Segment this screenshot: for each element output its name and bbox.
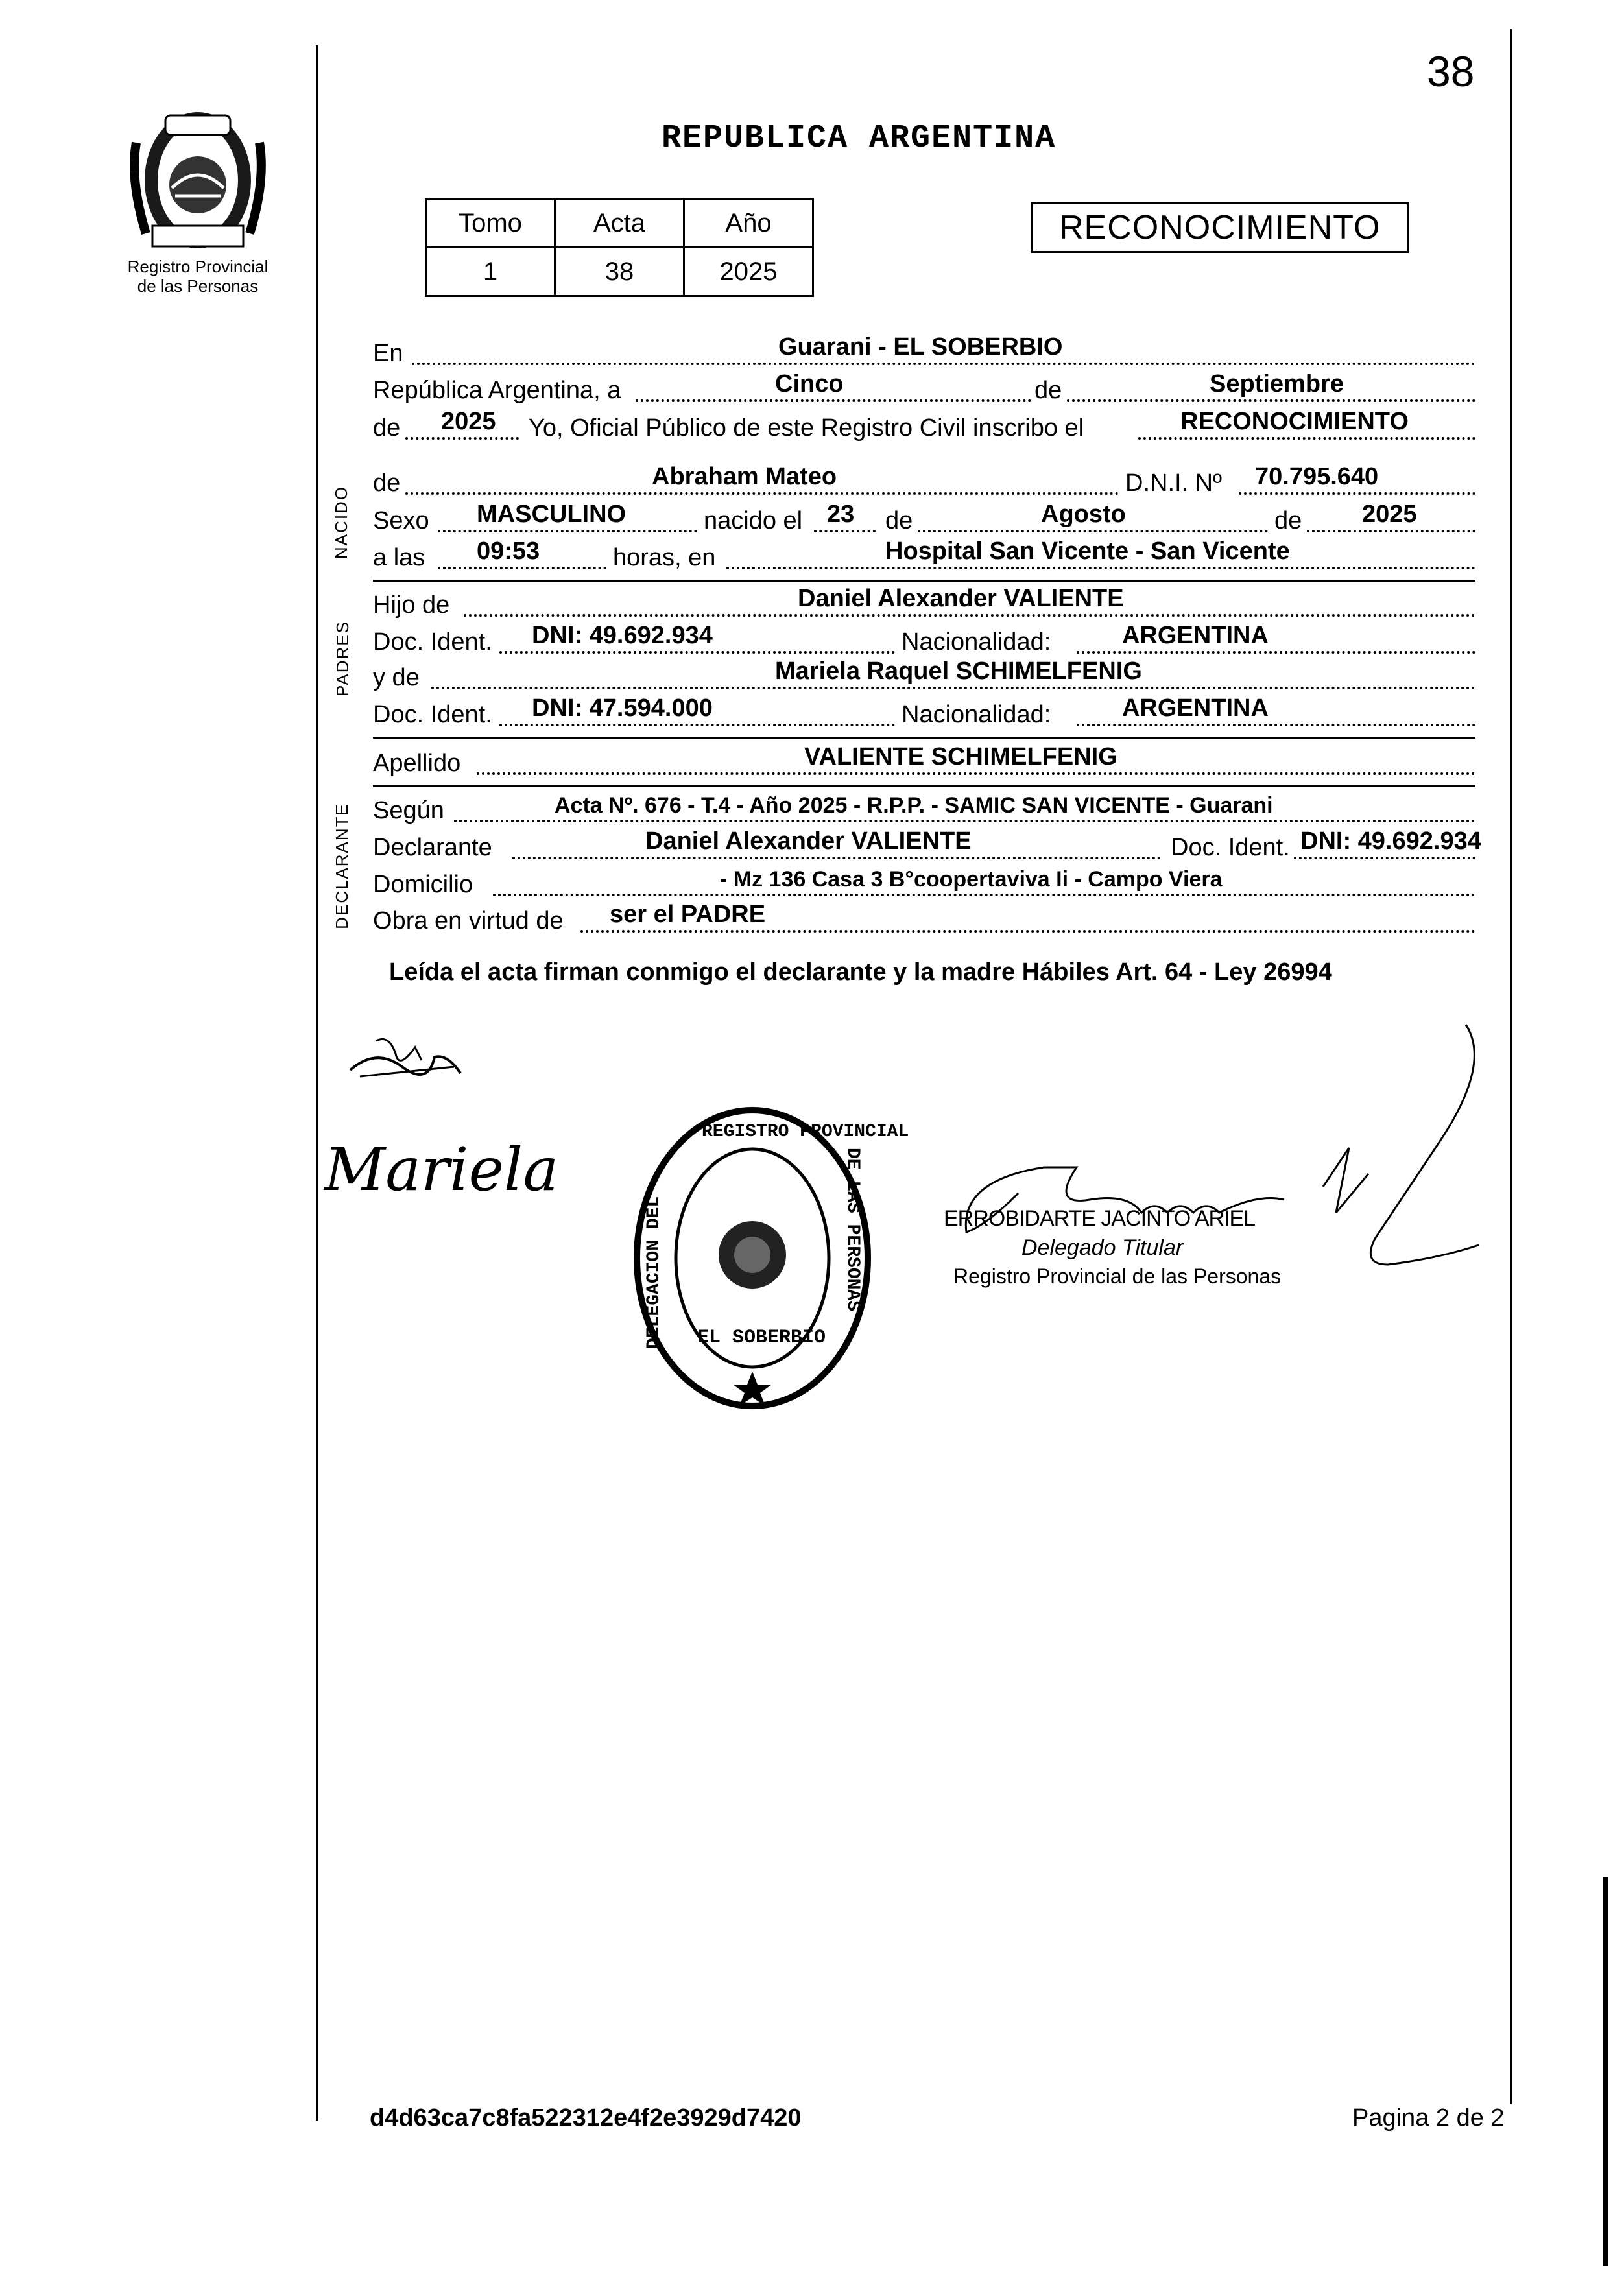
separator-padres: [373, 737, 1475, 739]
value-declarant: Daniel Alexander VALIENTE: [645, 827, 972, 855]
value-day: Cinco: [775, 370, 844, 398]
value-address: - Mz 136 Casa 3 B°coopertaviva Ii - Campo Viera: [720, 867, 1223, 892]
value-father-nat: ARGENTINA: [1122, 622, 1269, 649]
label-de-name: de: [373, 470, 401, 497]
label-de-month: de: [1034, 377, 1062, 404]
label-nacido-el: nacido el: [704, 507, 803, 534]
value-birth-time: 09:53: [477, 538, 540, 565]
separator-nacido: [373, 580, 1475, 582]
label-segun: Según: [373, 797, 444, 824]
misiones-emblem-icon: [117, 104, 279, 256]
registry-value-acta: 38: [555, 248, 684, 296]
official-seal: [629, 1102, 909, 1414]
label-hijo-de: Hijo de: [373, 591, 450, 619]
value-place: Guarani - EL SOBERBIO: [778, 333, 1063, 361]
row-address: [373, 865, 1475, 901]
value-name: Abraham Mateo: [652, 463, 837, 490]
label-obra: Obra en virtud de: [373, 907, 564, 934]
registry-value-ano: 2025: [684, 248, 813, 296]
label-de-birth-month: de: [885, 507, 913, 534]
label-domicilio: Domicilio: [373, 871, 473, 898]
registry-table-value-row: [426, 248, 813, 296]
label-de-birth-year: de: [1274, 507, 1302, 534]
act-type-box: RECONOCIMIENTO: [1031, 202, 1409, 253]
father-signature: [337, 1021, 480, 1093]
value-father: Daniel Alexander VALIENTE: [798, 585, 1124, 612]
value-birth-year: 2025: [1362, 501, 1417, 528]
label-en: En: [373, 340, 403, 367]
page-number: 38: [1427, 47, 1475, 95]
label-doc-ident-mother: Doc. Ident.: [373, 701, 492, 728]
row-by-virtue: [373, 901, 1475, 938]
logo-caption-line2: de las Personas: [137, 276, 259, 296]
row-surname: [373, 744, 1475, 780]
value-year: 2025: [441, 408, 496, 435]
province-logo: [117, 104, 279, 256]
value-birth-day: 23: [827, 501, 855, 528]
value-declarant-doc: DNI: 49.692.934: [1300, 827, 1481, 855]
document-title: REPUBLICA ARGENTINA: [662, 120, 1057, 157]
label-declarante: Declarante: [373, 834, 492, 861]
row-name: [373, 464, 1475, 500]
row-according: [373, 791, 1475, 827]
value-sex: MASCULINO: [477, 501, 627, 528]
row-father-doc: [373, 623, 1475, 659]
value-surname: VALIENTE SCHIMELFENIG: [804, 743, 1117, 770]
row-place: [373, 334, 1475, 370]
separator-apellido: [373, 785, 1475, 787]
row-declarant: [373, 827, 1481, 864]
row-date: [373, 371, 1475, 407]
label-nacionalidad-mother: Nacionalidad:: [902, 701, 1051, 728]
value-dni: 70.795.640: [1255, 463, 1379, 490]
seal-right-text: DE LAS PERSONAS: [842, 1148, 863, 1312]
right-margin-line: [1510, 29, 1512, 2104]
label-horas-en: horas, en: [613, 544, 716, 571]
logo-caption-line1: Registro Provincial: [127, 257, 269, 276]
registry-table-header-row: [426, 199, 813, 248]
row-mother-doc: [373, 695, 1475, 731]
row-sex-birth: [373, 501, 1475, 538]
side-label-declarante: DECLARANTE: [331, 803, 352, 929]
label-nacionalidad-father: Nacionalidad:: [902, 628, 1051, 656]
registry-table: [425, 198, 814, 297]
registry-value-tomo: 1: [426, 248, 555, 296]
value-birth-month: Agosto: [1041, 501, 1126, 528]
label-doc-ident-declarant: Doc. Ident.: [1171, 834, 1290, 861]
closing-text: Leída el acta firman conmigo el declarante y la madre Hábiles Art. 64 - Ley 26994: [389, 958, 1332, 986]
value-act: RECONOCIMIENTO: [1180, 408, 1409, 435]
value-by-virtue: ser el PADRE: [610, 901, 766, 928]
label-oficial: Yo, Oficial Público de este Registro Civil inscribo el: [529, 414, 1084, 442]
seal-top-text: REGISTRO PROVINCIAL: [702, 1122, 909, 1142]
registry-header-acta: Acta: [555, 199, 684, 248]
label-a-las: a las: [373, 544, 425, 571]
label-de-year: de: [373, 414, 401, 442]
value-father-doc: DNI: 49.692.934: [532, 622, 713, 649]
value-month: Septiembre: [1210, 370, 1344, 398]
footer-page: Pagina 2 de 2: [1352, 2104, 1505, 2132]
value-mother: Mariela Raquel SCHIMELFENIG: [775, 658, 1142, 685]
seal-left-text: DELEGACION DEL: [644, 1196, 664, 1349]
label-dni: D.N.I. Nº: [1125, 470, 1222, 497]
value-according: Acta Nº. 676 - T.4 - Año 2025 - R.P.P. - SAMIC SAN VICENTE - Guarani: [555, 793, 1273, 818]
left-margin-line: [316, 45, 318, 2121]
row-mother: [373, 658, 1475, 695]
seal-bottom-text: EL SOBERBIO: [697, 1327, 826, 1349]
official-signature: [921, 1018, 1492, 1297]
side-label-padres: PADRES: [333, 621, 352, 696]
row-father: [373, 586, 1475, 622]
official-role: Delegado Titular: [1021, 1235, 1184, 1260]
label-y-de: y de: [373, 664, 420, 691]
label-apellido: Apellido: [373, 750, 461, 777]
value-birth-place: Hospital San Vicente - San Vicente: [885, 538, 1290, 565]
registry-header-ano: Año: [684, 199, 813, 248]
official-org: Registro Provincial de las Personas: [953, 1265, 1282, 1288]
row-year-act: [373, 409, 1475, 445]
value-mother-nat: ARGENTINA: [1122, 695, 1269, 722]
value-mother-doc: DNI: 47.594.000: [532, 695, 713, 722]
label-sexo: Sexo: [373, 507, 429, 534]
registry-header-tomo: Tomo: [426, 199, 555, 248]
label-republica: República Argentina, a: [373, 377, 621, 404]
mother-signature: Mariela: [324, 1135, 559, 1204]
row-time-place: [373, 538, 1475, 575]
official-name: ERROBIDARTE JACINTO ARIEL: [944, 1206, 1256, 1231]
side-label-nacido: NACIDO: [331, 485, 352, 560]
footer-hash: d4d63ca7c8fa522312e4f2e3929d7420: [370, 2104, 802, 2132]
right-edge-mark: [1603, 1877, 1608, 2266]
label-doc-ident-father: Doc. Ident.: [373, 628, 492, 656]
logo-caption: [101, 257, 295, 296]
